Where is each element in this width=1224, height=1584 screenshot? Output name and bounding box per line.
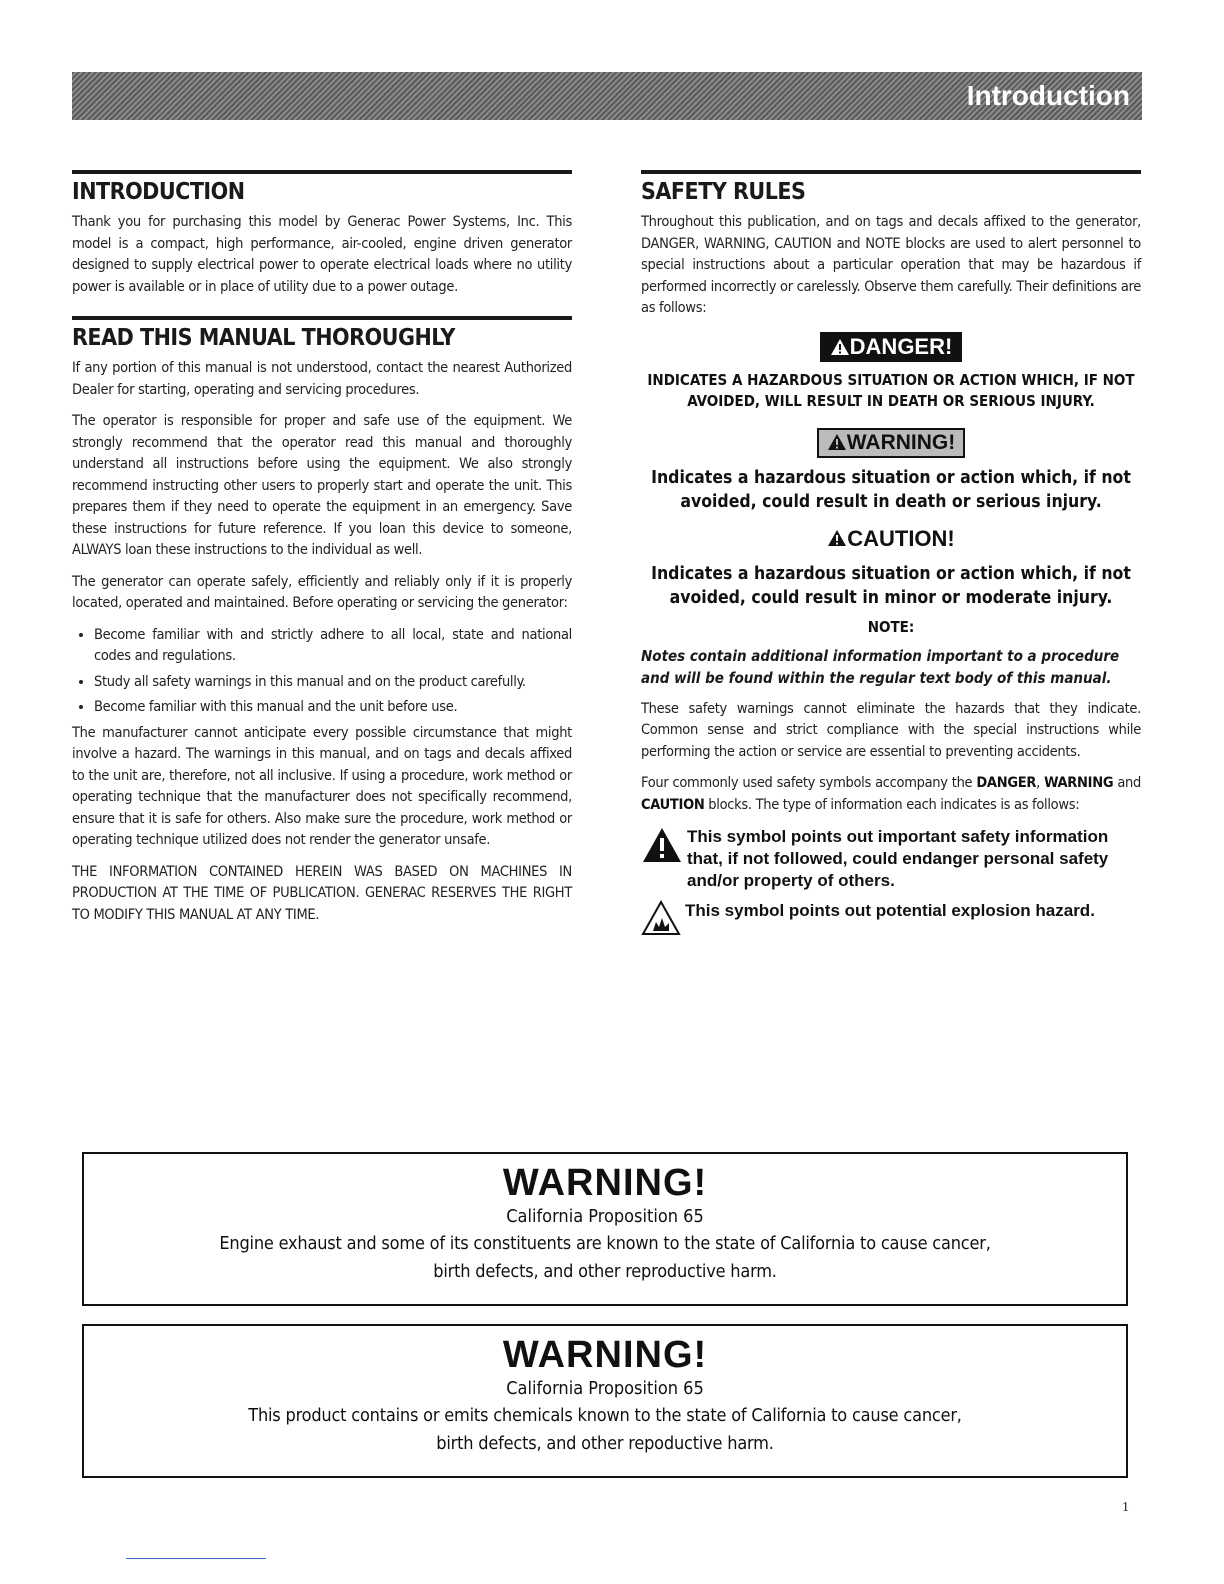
prop65-warning-box-1 bbox=[82, 1152, 1128, 1306]
danger-signal bbox=[641, 332, 1141, 362]
banner-title: Introduction bbox=[966, 80, 1130, 111]
read-paragraph-2: The operator is responsible for proper and safe use of the equipment. We strongly recommend that the operator read this manual and thoroughly understand all instructions before using the equipment. We also strongly recommend instructing other users to properly start and operate the unit. This prepares them if they need to operate the equipment in an emergency. Save these instructions for future reference. If you loan this device to someone, ALWAYS loan these instructions to the individual as well. bbox=[72, 413, 572, 558]
list-item: • Study all safety warnings in this manual and on the product carefully. bbox=[94, 672, 572, 694]
safety-paragraph-3 bbox=[641, 773, 1141, 816]
text-run: Four commonly used safety symbols accompany the bbox=[641, 775, 977, 791]
read-paragraph-3: The generator can operate safely, efficiently and reliably only if it is properly located, operated and maintained. Before operating or servicing the generator: bbox=[72, 573, 572, 611]
safety-paragraph-1: Throughout this publication, and on tags and decals affixed to the generator, DANGER, WARNING, CAUTION and NOTE blocks are used to alert personnel to special instructions about a particular operation that may be hazardous if performed incorrectly or carelessly. Observe them carefully. Their definitions are as follows: bbox=[641, 214, 1141, 316]
warning-label-box bbox=[817, 428, 966, 458]
left-column bbox=[72, 170, 572, 936]
prop65-warning-box-2 bbox=[82, 1324, 1128, 1478]
alert-triangle-icon bbox=[827, 529, 847, 547]
danger-definition: INDICATES A HAZARDOUS SITUATION OR ACTION WHICH, IF NOT AVOIDED, WILL RESULT IN DEATH OR SERIOUS INJURY. bbox=[647, 370, 1135, 410]
safety-symbol-row bbox=[641, 826, 1141, 892]
explosion-hazard-icon bbox=[641, 900, 681, 936]
note-signal bbox=[641, 618, 1141, 637]
danger-label: DANGER! bbox=[849, 333, 953, 359]
text-run: , bbox=[1036, 775, 1045, 791]
warning-label: WARNING! bbox=[846, 430, 956, 454]
prop65-line-2: birth defects, and other reproductive harm. bbox=[433, 1261, 777, 1282]
warning-keyword: WARNING bbox=[1044, 775, 1114, 791]
caution-signal bbox=[641, 524, 1141, 554]
safety-symbol-description: This symbol points out important safety information that, if not followed, could endanger personal safety and/or property of others. bbox=[687, 827, 1109, 890]
danger-keyword: DANGER bbox=[976, 775, 1037, 791]
divider bbox=[126, 1558, 266, 1559]
explosion-symbol-description: This symbol points out potential explosion hazard. bbox=[685, 901, 1095, 920]
right-column bbox=[641, 170, 1141, 944]
text-run: blocks. The type of information each indicates is as follows: bbox=[704, 796, 1080, 813]
alert-triangle-icon bbox=[827, 433, 847, 451]
danger-label-box bbox=[820, 332, 963, 362]
read-paragraph-1: If any portion of this manual is not understood, contact the nearest Authorized Dealer for starting, operating and servicing procedures. bbox=[72, 360, 572, 398]
prop65-title: WARNING! bbox=[502, 1162, 708, 1204]
section-banner bbox=[72, 72, 1142, 120]
read-paragraph-4: The manufacturer cannot anticipate every possible circumstance that might involve a hazard. The warnings in this manual, and on tags and decals affixed to the unit are, therefore, not all inclusive. If using a procedure, work method or operating technique that the manufacturer does not specifically recommend, ensure that it is safe for others. Also make sure the procedure, work method or operating technique utilized does not render the generator unsafe. bbox=[72, 724, 572, 848]
prop65-subtitle: California Proposition 65 bbox=[506, 1378, 704, 1399]
introduction-heading: INTRODUCTION bbox=[72, 170, 572, 206]
safety-paragraph-2: These safety warnings cannot eliminate the hazards that they indicate. Common sense and strict compliance with the special instructions while performing the action or service are essential to preventing accidents. bbox=[641, 700, 1141, 760]
prop65-title: WARNING! bbox=[502, 1334, 708, 1376]
prop65-subtitle: California Proposition 65 bbox=[506, 1206, 704, 1227]
alert-triangle-icon bbox=[830, 338, 850, 356]
note-label: NOTE: bbox=[867, 617, 915, 636]
list-item: • Become familiar with this manual and the unit before use. bbox=[94, 697, 572, 719]
warning-definition: Indicates a hazardous situation or action which, if not avoided, could result in death or serious injury. bbox=[651, 467, 1131, 512]
caution-definition: Indicates a hazardous situation or action which, if not avoided, could result in minor or moderate injury. bbox=[651, 563, 1131, 608]
read-manual-heading: READ THIS MANUAL THOROUGHLY bbox=[72, 316, 572, 352]
list-item: • Become familiar with and strictly adhere to all local, state and national codes and regulations. bbox=[94, 625, 572, 668]
safety-rules-heading: SAFETY RULES bbox=[641, 170, 1141, 206]
prop65-line-2: birth defects, and other repoductive harm. bbox=[436, 1433, 774, 1454]
page-number: 1 bbox=[1122, 1500, 1129, 1515]
text-run: and bbox=[1113, 775, 1141, 791]
precaution-list bbox=[72, 625, 572, 719]
safety-alert-icon bbox=[641, 826, 683, 864]
caution-label-box bbox=[827, 524, 955, 554]
prop65-line-1: Engine exhaust and some of its constituents are known to the state of California to cause cancer, bbox=[219, 1233, 991, 1254]
warning-signal bbox=[641, 428, 1141, 458]
read-paragraph-5: THE INFORMATION CONTAINED HEREIN WAS BASED ON MACHINES IN PRODUCTION AT THE TIME OF PUBLICATION. GENERAC RESERVES THE RIGHT TO MODIFY THIS MANUAL AT ANY TIME. bbox=[72, 863, 572, 923]
note-definition: Notes contain additional information important to a procedure and will be found within the regular text body of this manual. bbox=[641, 646, 1120, 687]
introduction-paragraph: Thank you for purchasing this model by Generac Power Systems, Inc. This model is a compact, high performance, air-cooled, engine driven generator designed to supply electrical power to operate electrical loads where no utility power is available or in place of utility due to a power outage. bbox=[72, 214, 572, 295]
caution-label: CAUTION! bbox=[847, 525, 955, 551]
prop65-line-1: This product contains or emits chemicals known to the state of California to cause cancer, bbox=[248, 1405, 962, 1426]
caution-keyword: CAUTION bbox=[641, 796, 705, 813]
explosion-symbol-row bbox=[641, 900, 1141, 936]
